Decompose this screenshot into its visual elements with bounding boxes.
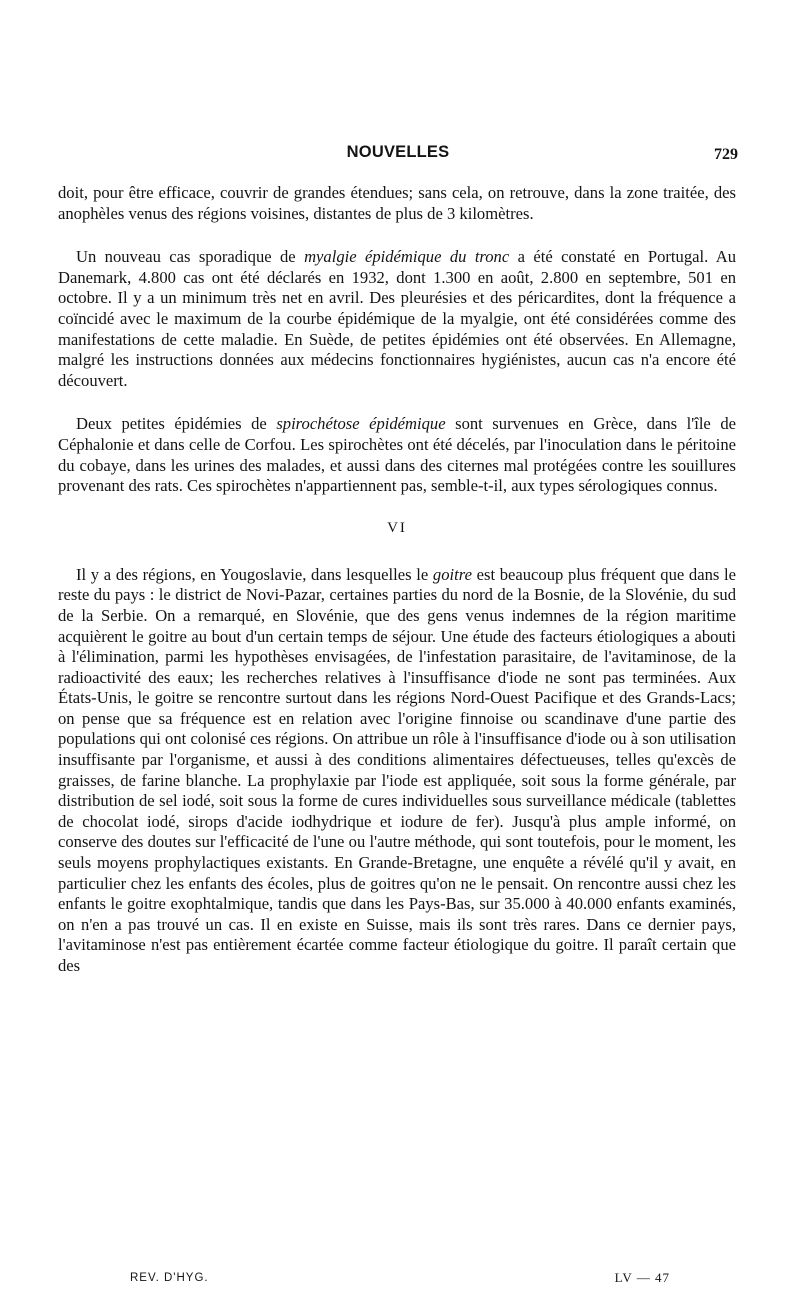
page-number: 729 (714, 146, 738, 163)
journal-signature: REV. D'HYG. (130, 1272, 209, 1284)
disease-name-spirochetosis: spirochétose épidémique (276, 414, 446, 434)
paragraph-goitre-intro: Il y a des régions, en Yougoslavie, dans lesquelles le (76, 564, 433, 584)
page-header (58, 143, 738, 167)
running-head: NOUVELLES (346, 143, 450, 161)
paragraph-anophelism-continuation: doit, pour être efficace, couvrir de grandes étendues; sans cela, on retrouve, dans la zone traitée, des anophèles venus des régions voisines, distantes de plus de 3 kilomètres. (58, 183, 736, 223)
body-text (58, 183, 736, 977)
section-heading-vi: VI (387, 519, 407, 536)
paragraph-spirochetosis-body: sont survenues en Grèce, dans l'île de Céphalonie et dans celle de Corfou. Les spirochètes ont été décelés, par l'inoculation dans le péritoine du cobaye, dans les urines des malades, et aussi dans des citernes mal protégées contre les souillures provenant des rats. Ces spirochètes n'appartiennent pas, semble-t-il, aux types sérologiques connus. (58, 414, 736, 496)
paragraph-goitre-body: est beaucoup plus fréquent que dans le reste du pays : le district de Novi-Pazar, certaines parties du nord de la Bosnie, de la Slovénie, du sud de la Serbie. On a remarqué, en Slovénie, que des gens venus indemnes de la région maritime acquièrent le goitre au bout d'un certain temps de séjour. Une étude des facteurs étiologiques a abouti à l'élimination, parmi les hypothèses envisagées, de l'infestation parasitaire, de l'avitaminose, de la radioactivité des eaux; les recherches relatives à l'insuffisance d'iode ne sont pas terminées. Aux États-Unis, le goitre se rencontre surtout dans les régions Nord-Ouest Pacifique et des Grands-Lacs; on pense que sa fréquence est en relation avec l'origine finnoise ou scandinave d'une partie des populations qui ont colonisé ces régions. On attribue un rôle à l'insuffisance d'iode ou à son utilisation insuffisante par l'organisme, et aussi à des conditions alimentaires défectueuses, telles qu'excès de graisses, de farine blanche. La prophylaxie par l'iode est appliquée, soit sous la forme générale, par distribution de sel iodé, soit sous la forme de cures individuelles sous surveillance médicale (tablettes de chocolat iodé, sirops d'acide iodhydrique et iodure de fer). Jusqu'à plus ample informé, on conserve des doutes sur l'efficacité de l'une ou l'autre méthode, qui sont toutefois, pour le moment, les seuls moyens prophylactiques existants. En Grande-Bretagne, une enquête a révélé qu'il y avait, en particulier chez les enfants des écoles, plus de goitres qu'on ne le pensait. On rencontre aussi chez les enfants le goitre exophtalmique, tandis que dans les Pays-Bas, sur 35.000 à 40.000 enfants examinés, on n'en a pas trouvé un cas. Il en existe en Suisse, mais ils sont très rares. Dans ce dernier pays, l'avitaminose n'est pas entièrement écartée comme facteur étiologique du goitre. Il paraît certain que des (58, 564, 736, 975)
paragraph-myalgia-intro: Un nouveau cas sporadique de (76, 247, 305, 267)
paragraph-spirochetosis (58, 414, 736, 496)
volume-signature: LV — 47 (614, 1270, 670, 1285)
disease-name-goitre: goitre (432, 564, 472, 584)
page-footer (130, 1272, 670, 1292)
paragraph-spirochetosis-intro: Deux petites épidémies de (76, 414, 277, 434)
paragraph-myalgia-body: a été constaté en Portugal. Au Danemark, 4.800 cas ont été déclarés en 1932, dont 1.300 en août, 2.800 en septembre, 501 en octobre. Il y a un minimum très net en avril. Des pleurésies et des péricardites, dont la fréquence a coïncidé avec le maximum de la courbe épidémique de la myalgie, ont été considérées comme des manifestations de cette maladie. En Suède, de petites épidémies ont été observées. En Allemagne, malgré les instructions données aux médecins fonctionnaires hygiénistes, aucun cas n'a encore été découvert. (58, 247, 736, 390)
disease-name-myalgia: myalgie épidémique du tronc (304, 247, 510, 267)
paragraph-myalgia (58, 247, 736, 391)
paragraph-goitre (58, 565, 736, 977)
